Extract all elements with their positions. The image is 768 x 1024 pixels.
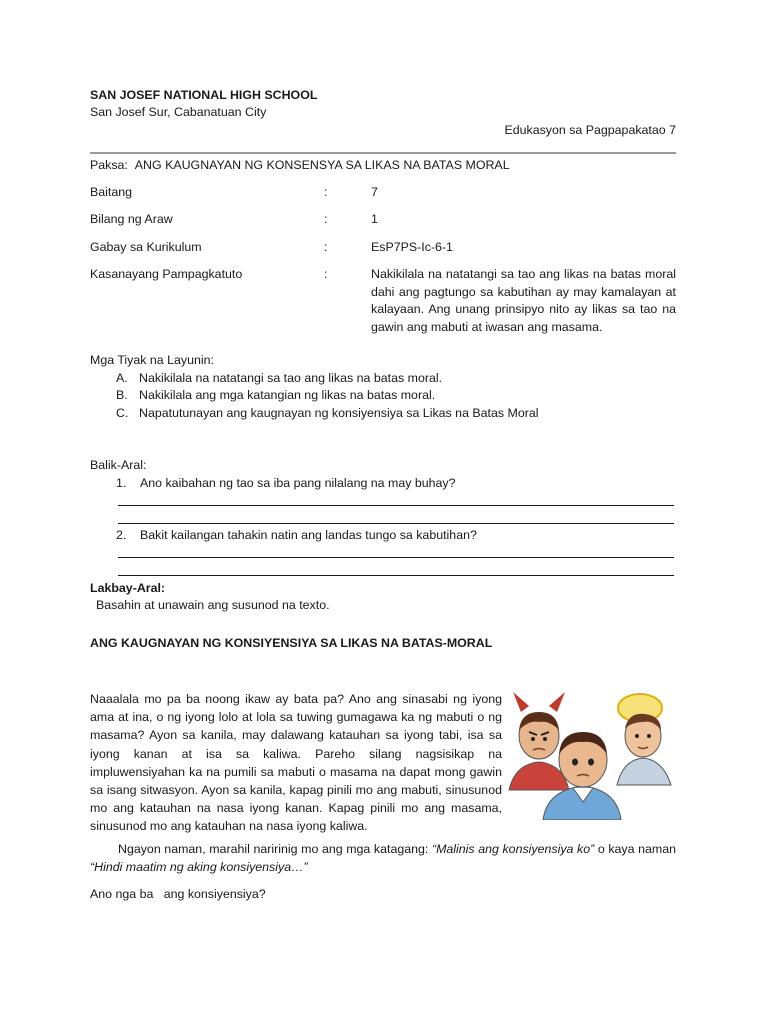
objective-text: Napatutunayan ang kaugnayan ng konsiyensiya sa Likas na Batas Moral xyxy=(139,406,539,420)
objective-marker: B. xyxy=(116,388,128,402)
paragraph-mid: o kaya naman xyxy=(594,842,676,856)
school-name: SAN JOSEF NATIONAL HIGH SCHOOL xyxy=(90,88,318,102)
quote-clean-conscience: “Malinis ang konsiyensiya ko” xyxy=(431,842,595,856)
info-label: Baitang xyxy=(90,185,133,199)
objective-marker: A. xyxy=(116,371,128,385)
info-row-days xyxy=(90,211,676,228)
topic-label: Paksa: xyxy=(90,158,128,172)
objectives-heading: Mga Tiyak na Layunin: xyxy=(90,353,214,367)
answer-line[interactable] xyxy=(118,575,674,576)
reading-instruction: Basahin at unawain ang susunod na texto. xyxy=(96,598,330,612)
info-label: Bilang ng Araw xyxy=(90,212,173,226)
info-colon: : xyxy=(324,240,328,254)
info-label: Gabay sa Kurikulum xyxy=(90,240,202,254)
header-divider xyxy=(90,152,676,154)
info-label: Kasanayang Pampagkatuto xyxy=(90,267,243,281)
reading-paragraph-2 xyxy=(90,840,676,876)
quote-conscience-cannot-bear: “Hindi maatim ng aking konsiyensiya…” xyxy=(90,860,308,874)
info-row-curriculum xyxy=(90,239,676,256)
review-heading: Balik-Aral: xyxy=(90,458,147,472)
info-colon: : xyxy=(324,185,328,199)
question-marker: 2. xyxy=(116,528,127,542)
school-address: San Josef Sur, Cabanatuan City xyxy=(90,105,267,119)
reading-title: ANG KAUGNAYAN NG KONSIYENSIYA SA LIKAS NA BATAS-MORAL xyxy=(90,636,493,650)
competency-text: Nakikilala na natatangi sa tao ang likas na batas moral dahi ang pagtungo sa kabutihan ay may kamalayan at kalayaan. Ang unang prinsipyo nito ay likas sa tao na gawin ang mabuti at iwasan ang masama. xyxy=(371,267,676,334)
objective-text: Nakikilala ang mga katangian ng likas na batas moral. xyxy=(139,388,436,402)
topic-title: ANG KAUGNAYAN NG KONSENSYA SA LIKAS NA BATAS MORAL xyxy=(134,158,510,172)
reading-heading: Lakbay-Aral: xyxy=(90,581,166,595)
info-colon: : xyxy=(324,212,328,226)
info-value: 1 xyxy=(371,212,378,226)
answer-line[interactable] xyxy=(118,557,674,558)
question-text: Ano kaibahan ng tao sa iba pang nilalang na may buhay? xyxy=(140,476,456,490)
objective-text: Nakikilala na natatangi sa tao ang likas na batas moral. xyxy=(139,371,443,385)
answer-line[interactable] xyxy=(118,523,674,524)
question-marker: 1. xyxy=(116,476,127,490)
question-text: Bakit kailangan tahakin natin ang landas tungo sa kabutihan? xyxy=(140,528,477,542)
subject-title: Edukasyon sa Pagpapakatao 7 xyxy=(504,123,676,137)
reading-paragraph: Naaalala mo pa ba noong ikaw ay bata pa? Ano ang sinasabi ng iyong ama at ina, o ng iyong lolo at lola sa tuwing gumagawa ka ng mabuti o ng masama? Ayon sa kanila, may dalawang katauhan sa iyong tabi, isa sa iyong kanan at isa sa kaliwa. Pareho silang nagsisikap na impluwensiyahan ka na pumili sa mabuti o masama na dapat mong gawin sa isang sitwasyon. Ayon sa kanila, kapag pinili mo ang mabuti, sinusunod mo ang katauhan na nasa iyong kanan. Kapag pinili mo ang masama, sinusunod mo ang katauhan na nasa iyong kaliwa. xyxy=(90,692,502,834)
answer-line[interactable] xyxy=(118,505,674,506)
topic-line xyxy=(90,157,510,174)
info-value: EsP7PS-Ic-6-1 xyxy=(371,240,453,254)
paragraph-lead: Ngayon naman, marahil naririnig mo ang mga katagang: xyxy=(118,842,432,856)
guide-question: Ano nga ba ang konsiyensiya? xyxy=(90,887,266,901)
objective-marker: C. xyxy=(116,406,129,420)
info-value: 7 xyxy=(371,185,378,199)
info-colon: : xyxy=(324,267,328,281)
info-row-grade xyxy=(90,184,676,201)
three-boys-conscience-illustration xyxy=(505,690,675,820)
